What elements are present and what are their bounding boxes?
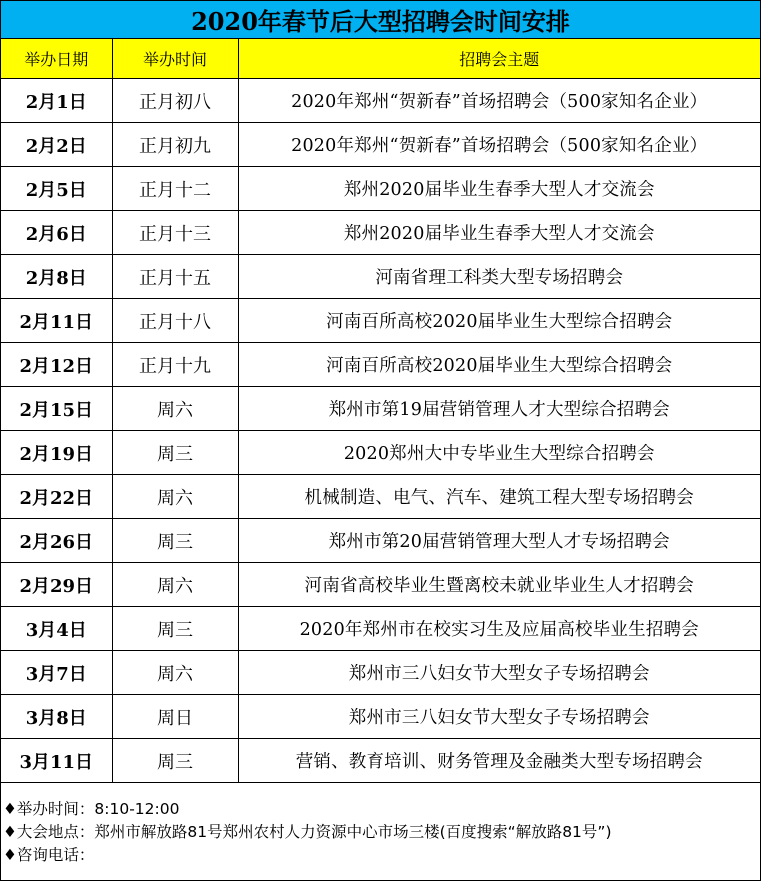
cell-topic: 郑州市第19届营销管理人才大型综合招聘会 xyxy=(238,387,760,431)
cell-time: 周日 xyxy=(112,695,238,739)
cell-date: 2月6日 xyxy=(1,211,112,255)
cell-date: 2月15日 xyxy=(1,387,112,431)
cell-topic: 2020年郑州市在校实习生及应届高校毕业生招聘会 xyxy=(238,607,760,651)
cell-date: 2月19日 xyxy=(1,431,112,475)
cell-topic: 机械制造、电气、汽车、建筑工程大型专场招聘会 xyxy=(238,475,760,519)
cell-date: 2月8日 xyxy=(1,255,112,299)
cell-date: 2月22日 xyxy=(1,475,112,519)
cell-date: 3月8日 xyxy=(1,695,112,739)
cell-topic: 2020年郑州“贺新春”首场招聘会（500家知名企业） xyxy=(238,123,760,167)
table-header-row xyxy=(1,39,760,79)
cell-topic: 郑州市三八妇女节大型女子专场招聘会 xyxy=(238,651,760,695)
table-row xyxy=(1,387,760,431)
cell-date: 2月29日 xyxy=(1,563,112,607)
cell-time: 周三 xyxy=(112,607,238,651)
cell-date: 3月4日 xyxy=(1,607,112,651)
table-row xyxy=(1,123,760,167)
table-row xyxy=(1,563,760,607)
cell-date: 2月11日 xyxy=(1,299,112,343)
page-title: 2020年春节后大型招聘会时间安排 xyxy=(1,1,760,39)
table-row xyxy=(1,651,760,695)
cell-date: 2月26日 xyxy=(1,519,112,563)
cell-topic: 郑州市三八妇女节大型女子专场招聘会 xyxy=(238,695,760,739)
cell-time: 周六 xyxy=(112,563,238,607)
table-row xyxy=(1,211,760,255)
cell-date: 3月11日 xyxy=(1,739,112,783)
cell-topic: 河南省高校毕业生暨离校未就业毕业生人才招聘会 xyxy=(238,563,760,607)
cell-topic: 2020郑州大中专毕业生大型综合招聘会 xyxy=(238,431,760,475)
cell-time: 周六 xyxy=(112,475,238,519)
table-row xyxy=(1,167,760,211)
schedule-table xyxy=(1,39,760,783)
table-row xyxy=(1,739,760,783)
cell-time: 正月十九 xyxy=(112,343,238,387)
cell-time: 正月十五 xyxy=(112,255,238,299)
cell-time: 周三 xyxy=(112,519,238,563)
footer-location: ♦大会地点：郑州市解放路81号郑州农村人力资源中心市场三楼(百度搜索“解放路81号”) xyxy=(3,823,612,841)
cell-date: 3月7日 xyxy=(1,651,112,695)
footer-time: ♦举办时间：8:10-12:00 xyxy=(3,800,180,818)
cell-time: 正月初九 xyxy=(112,123,238,167)
cell-time: 正月十三 xyxy=(112,211,238,255)
table-row xyxy=(1,299,760,343)
footer-phone: ♦咨询电话： xyxy=(3,846,95,864)
cell-time: 正月十二 xyxy=(112,167,238,211)
footer-notes xyxy=(1,783,760,867)
table-row xyxy=(1,607,760,651)
cell-topic: 2020年郑州“贺新春”首场招聘会（500家知名企业） xyxy=(238,79,760,123)
header-date: 举办日期 xyxy=(1,39,112,79)
cell-date: 2月2日 xyxy=(1,123,112,167)
cell-topic: 郑州2020届毕业生春季大型人才交流会 xyxy=(238,211,760,255)
table-row xyxy=(1,431,760,475)
table-row xyxy=(1,79,760,123)
cell-topic: 河南百所高校2020届毕业生大型综合招聘会 xyxy=(238,299,760,343)
cell-time: 周三 xyxy=(112,431,238,475)
header-time: 举办时间 xyxy=(112,39,238,79)
cell-time: 正月十八 xyxy=(112,299,238,343)
cell-date: 2月5日 xyxy=(1,167,112,211)
cell-topic: 营销、教育培训、财务管理及金融类大型专场招聘会 xyxy=(238,739,760,783)
table-row xyxy=(1,695,760,739)
table-row xyxy=(1,343,760,387)
cell-topic: 河南百所高校2020届毕业生大型综合招聘会 xyxy=(238,343,760,387)
table-row xyxy=(1,519,760,563)
cell-topic: 郑州2020届毕业生春季大型人才交流会 xyxy=(238,167,760,211)
cell-topic: 郑州市第20届营销管理大型人才专场招聘会 xyxy=(238,519,760,563)
cell-time: 周六 xyxy=(112,651,238,695)
cell-time: 正月初八 xyxy=(112,79,238,123)
cell-topic: 河南省理工科类大型专场招聘会 xyxy=(238,255,760,299)
table-row xyxy=(1,475,760,519)
table-row xyxy=(1,255,760,299)
header-topic: 招聘会主题 xyxy=(238,39,760,79)
table-body xyxy=(1,79,760,783)
cell-date: 2月1日 xyxy=(1,79,112,123)
cell-time: 周六 xyxy=(112,387,238,431)
cell-time: 周三 xyxy=(112,739,238,783)
cell-date: 2月12日 xyxy=(1,343,112,387)
